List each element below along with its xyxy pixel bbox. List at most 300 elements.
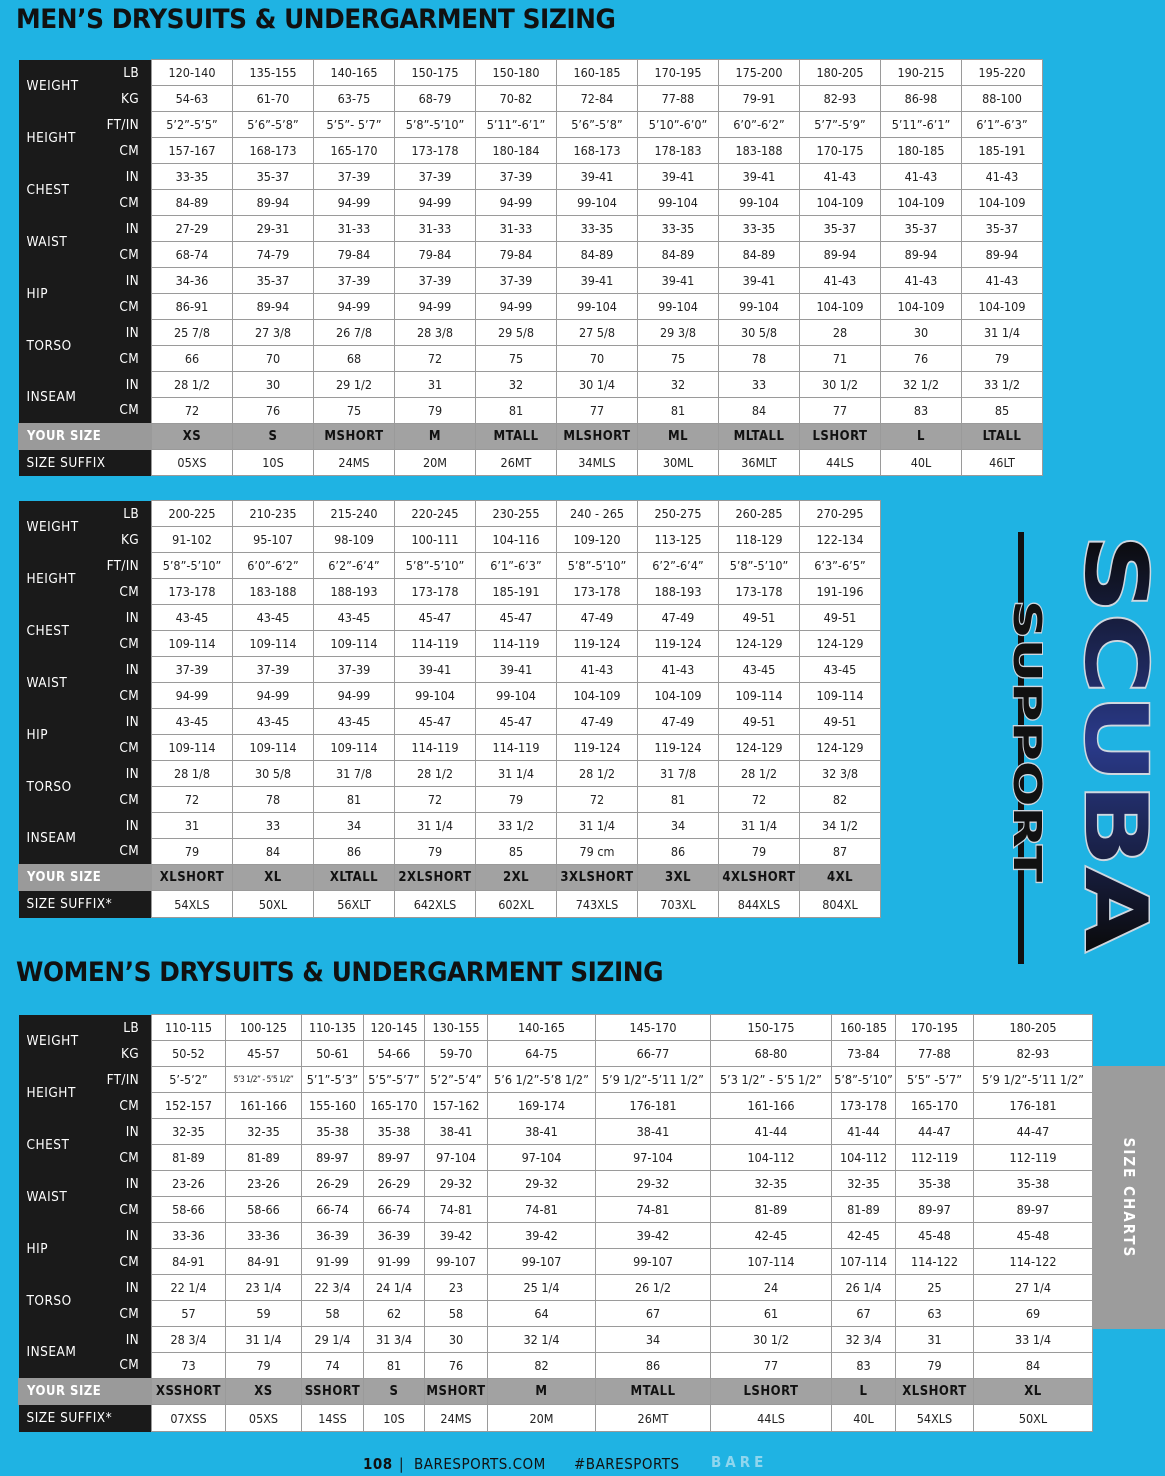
- table-cell: 41-43: [962, 268, 1043, 294]
- table-cell: 47-49: [557, 605, 638, 631]
- table-cell: 200-225: [152, 501, 233, 527]
- table-cell: 109-114: [800, 683, 881, 709]
- table-cell: 124-129: [800, 735, 881, 761]
- table-cell: 29-31: [233, 216, 314, 242]
- size-cell: LSHORT: [711, 1379, 832, 1405]
- table-cell: 39-41: [719, 268, 800, 294]
- size-cell: 2XLSHORT: [395, 865, 476, 891]
- unit-label: IN: [101, 372, 152, 398]
- table-cell: 26-29: [302, 1171, 364, 1197]
- logo-scuba-text: SCUBA: [1065, 534, 1165, 861]
- suffix-cell: 30ML: [638, 450, 719, 476]
- table-cell: 104-112: [711, 1145, 832, 1171]
- table-row: [19, 320, 1043, 346]
- size-cell: 4XLSHORT: [719, 865, 800, 891]
- table-cell: 68-74: [152, 242, 233, 268]
- table-cell: 42-45: [711, 1223, 832, 1249]
- table-cell: 95-107: [233, 527, 314, 553]
- footer-hashtag: #BARESPORTS: [574, 1455, 680, 1473]
- unit-label: IN: [101, 268, 152, 294]
- table-cell: 31 7/8: [314, 761, 395, 787]
- table-cell: 33-35: [557, 216, 638, 242]
- table-cell: 31 1/4: [557, 813, 638, 839]
- table-cell: 89-94: [881, 242, 962, 268]
- unit-label: CM: [101, 294, 152, 320]
- table-cell: 81: [314, 787, 395, 813]
- table-cell: 5’8”-5’10”: [152, 553, 233, 579]
- table-cell: 44-47: [896, 1119, 974, 1145]
- unit-label: IN: [101, 1171, 152, 1197]
- suffix-cell: 24MS: [425, 1405, 488, 1432]
- your-size-label: YOUR SIZE: [19, 424, 152, 450]
- table-cell: 23-26: [226, 1171, 302, 1197]
- table-cell: 61-70: [233, 86, 314, 112]
- table-cell: 39-42: [596, 1223, 711, 1249]
- table-cell: 28 1/8: [152, 761, 233, 787]
- table-row: [19, 735, 881, 761]
- table-cell: 58: [302, 1301, 364, 1327]
- table-cell: 33 1/2: [962, 372, 1043, 398]
- size-cell: 3XL: [638, 865, 719, 891]
- table-cell: 5’5” -5’7”: [896, 1067, 974, 1093]
- table-cell: 33 1/2: [476, 813, 557, 839]
- table-cell: 35-37: [881, 216, 962, 242]
- unit-label: IN: [101, 216, 152, 242]
- table-cell: 120-140: [152, 60, 233, 86]
- table-cell: 6’1”-6’3”: [476, 553, 557, 579]
- table-cell: 188-193: [638, 579, 719, 605]
- table-cell: 31 1/4: [962, 320, 1043, 346]
- table-cell: 79-84: [476, 242, 557, 268]
- table-cell: 5’-5’2”: [152, 1067, 226, 1093]
- size-suffix-label: SIZE SUFFIX: [19, 450, 152, 476]
- table-cell: 36-39: [302, 1223, 364, 1249]
- table-cell: 77: [557, 398, 638, 424]
- table-cell: 5’9 1/2”-5’11 1/2”: [974, 1067, 1093, 1093]
- table-cell: 104-109: [962, 294, 1043, 320]
- table-cell: 79: [896, 1353, 974, 1379]
- unit-label: CM: [101, 1093, 152, 1119]
- table-cell: 84: [974, 1353, 1093, 1379]
- table-cell: 77-88: [638, 86, 719, 112]
- table-cell: 75: [314, 398, 395, 424]
- table-cell: 168-173: [557, 138, 638, 164]
- table-cell: 45-48: [974, 1223, 1093, 1249]
- table-cell: 183-188: [719, 138, 800, 164]
- table-cell: 47-49: [638, 605, 719, 631]
- table-cell: 270-295: [800, 501, 881, 527]
- row-group-label: TORSO: [19, 320, 101, 372]
- unit-label: CM: [101, 787, 152, 813]
- table-cell: 86: [638, 839, 719, 865]
- table-cell: 185-191: [962, 138, 1043, 164]
- table-cell: 104-109: [881, 294, 962, 320]
- table-cell: 5’6 1/2”-5’8 1/2”: [488, 1067, 596, 1093]
- size-cell: MLTALL: [719, 424, 800, 450]
- table-cell: 34: [314, 813, 395, 839]
- table-cell: 32: [476, 372, 557, 398]
- your-size-label: YOUR SIZE: [19, 865, 152, 891]
- table-cell: 107-114: [832, 1249, 896, 1275]
- row-group-label: INSEAM: [19, 813, 101, 865]
- table-cell: 173-178: [152, 579, 233, 605]
- table-cell: 81-89: [832, 1197, 896, 1223]
- table-cell: 150-175: [711, 1015, 832, 1041]
- table-cell: 59: [226, 1301, 302, 1327]
- table-cell: 81-89: [152, 1145, 226, 1171]
- table-cell: 79: [719, 839, 800, 865]
- table-cell: 41-43: [638, 657, 719, 683]
- table-row: [19, 86, 1043, 112]
- table-cell: 30: [233, 372, 314, 398]
- table-cell: 89-97: [302, 1145, 364, 1171]
- logo-support-text: SUPPORT: [1005, 600, 1049, 800]
- table-cell: 31-33: [476, 216, 557, 242]
- table-cell: 32 3/8: [800, 761, 881, 787]
- table-cell: 81-89: [711, 1197, 832, 1223]
- table-cell: 113-125: [638, 527, 719, 553]
- table-cell: 28 1/2: [395, 761, 476, 787]
- table-cell: 74: [302, 1353, 364, 1379]
- table-row: [19, 346, 1043, 372]
- table-cell: 86: [314, 839, 395, 865]
- table-cell: 32 1/2: [881, 372, 962, 398]
- table-cell: 38-41: [488, 1119, 596, 1145]
- table-cell: 39-41: [638, 164, 719, 190]
- row-group-label: HIP: [19, 268, 101, 320]
- table-cell: 30 1/4: [557, 372, 638, 398]
- size-cell: L: [832, 1379, 896, 1405]
- footer-url[interactable]: BARESPORTS.COM: [414, 1455, 546, 1473]
- table-cell: 76: [425, 1353, 488, 1379]
- table-cell: 99-104: [476, 683, 557, 709]
- table-cell: 32 1/4: [488, 1327, 596, 1353]
- table-cell: 33-35: [719, 216, 800, 242]
- table-cell: 37-39: [395, 268, 476, 294]
- suffix-cell: 05XS: [152, 450, 233, 476]
- table-cell: 26 1/4: [832, 1275, 896, 1301]
- table-cell: 31 7/8: [638, 761, 719, 787]
- table-row: [19, 553, 881, 579]
- scuba-support-logo: [948, 528, 1165, 968]
- table-cell: 68-80: [711, 1041, 832, 1067]
- table-cell: 114-119: [476, 735, 557, 761]
- table-cell: 29-32: [488, 1171, 596, 1197]
- table-cell: 57: [152, 1301, 226, 1327]
- row-group-label: TORSO: [19, 1275, 101, 1327]
- table-cell: 173-178: [395, 138, 476, 164]
- table-row: [19, 579, 881, 605]
- table-cell: 74-81: [596, 1197, 711, 1223]
- table-cell: 24 1/4: [364, 1275, 425, 1301]
- table-cell: 89-97: [896, 1197, 974, 1223]
- size-cell: XSSHORT: [152, 1379, 226, 1405]
- suffix-cell: 36MLT: [719, 450, 800, 476]
- table-cell: 79: [476, 787, 557, 813]
- unit-label: IN: [101, 761, 152, 787]
- table-cell: 180-205: [800, 60, 881, 86]
- mens-size-table-1: [18, 59, 1043, 476]
- suffix-cell: 46LT: [962, 450, 1043, 476]
- size-suffix-row: [19, 1405, 1093, 1432]
- size-cell: XLSHORT: [152, 865, 233, 891]
- table-cell: 79 cm: [557, 839, 638, 865]
- table-cell: 35-38: [896, 1171, 974, 1197]
- table-cell: 66-74: [302, 1197, 364, 1223]
- table-cell: 6’1”-6’3”: [962, 112, 1043, 138]
- table-cell: 31: [152, 813, 233, 839]
- unit-label: CM: [101, 1353, 152, 1379]
- table-row: [19, 1197, 1093, 1223]
- table-cell: 27 3/8: [233, 320, 314, 346]
- table-cell: 43-45: [800, 657, 881, 683]
- row-group-label: CHEST: [19, 164, 101, 216]
- table-cell: 5’8”-5’10”: [832, 1067, 896, 1093]
- row-group-label: HEIGHT: [19, 553, 101, 605]
- row-group-label: WAIST: [19, 1171, 101, 1223]
- table-cell: 87: [800, 839, 881, 865]
- table-cell: 25 1/4: [488, 1275, 596, 1301]
- table-cell: 70: [557, 346, 638, 372]
- table-row: [19, 60, 1043, 86]
- table-cell: 260-285: [719, 501, 800, 527]
- table-cell: 79: [152, 839, 233, 865]
- table-cell: 183-188: [233, 579, 314, 605]
- table-cell: 114-119: [395, 631, 476, 657]
- table-cell: 84-89: [152, 190, 233, 216]
- table-cell: 31-33: [395, 216, 476, 242]
- table-cell: 35-38: [302, 1119, 364, 1145]
- suffix-cell: 602XL: [476, 891, 557, 918]
- table-cell: 165-170: [364, 1093, 425, 1119]
- table-cell: 122-134: [800, 527, 881, 553]
- table-cell: 31 3/4: [364, 1327, 425, 1353]
- table-cell: 161-166: [226, 1093, 302, 1119]
- table-cell: 112-119: [974, 1145, 1093, 1171]
- table-cell: 99-104: [395, 683, 476, 709]
- table-cell: 175-200: [719, 60, 800, 86]
- table-cell: 104-109: [800, 190, 881, 216]
- table-cell: 64-75: [488, 1041, 596, 1067]
- table-cell: 6’2”-6’4”: [638, 553, 719, 579]
- table-cell: 104-112: [832, 1145, 896, 1171]
- table-cell: 5’1”-5’3”: [302, 1067, 364, 1093]
- size-cell: 2XL: [476, 865, 557, 891]
- mens-title: MEN’S DRYSUITS & UNDERGARMENT SIZING: [16, 4, 616, 35]
- table-cell: 54-66: [364, 1041, 425, 1067]
- table-cell: 81-89: [226, 1145, 302, 1171]
- table-cell: 67: [832, 1301, 896, 1327]
- table-cell: 72: [395, 787, 476, 813]
- row-group-label: WEIGHT: [19, 1015, 101, 1067]
- unit-label: CM: [101, 839, 152, 865]
- table-cell: 61: [711, 1301, 832, 1327]
- table-cell: 39-41: [557, 164, 638, 190]
- table-row: [19, 631, 881, 657]
- table-cell: 81: [364, 1353, 425, 1379]
- table-cell: 81: [638, 787, 719, 813]
- table-cell: 30 5/8: [719, 320, 800, 346]
- size-cell: XLSHORT: [896, 1379, 974, 1405]
- table-cell: 72: [395, 346, 476, 372]
- suffix-cell: 40L: [832, 1405, 896, 1432]
- table-cell: 49-51: [800, 709, 881, 735]
- table-row: [19, 112, 1043, 138]
- table-row: [19, 1353, 1093, 1379]
- table-cell: 89-94: [800, 242, 881, 268]
- table-cell: 32-35: [226, 1119, 302, 1145]
- suffix-cell: 10S: [233, 450, 314, 476]
- table-cell: 30 1/2: [800, 372, 881, 398]
- table-cell: 58: [425, 1301, 488, 1327]
- table-cell: 28 3/8: [395, 320, 476, 346]
- table-cell: 35-38: [364, 1119, 425, 1145]
- table-cell: 5’11”-6’1”: [881, 112, 962, 138]
- table-cell: 109-114: [152, 631, 233, 657]
- table-cell: 210-235: [233, 501, 314, 527]
- table-cell: 114-119: [395, 735, 476, 761]
- table-row: [19, 683, 881, 709]
- table-cell: 79-91: [719, 86, 800, 112]
- table-cell: 110-115: [152, 1015, 226, 1041]
- table-cell: 23 1/4: [226, 1275, 302, 1301]
- table-row: [19, 761, 881, 787]
- table-cell: 155-160: [302, 1093, 364, 1119]
- table-cell: 99-104: [638, 294, 719, 320]
- table-cell: 152-157: [152, 1093, 226, 1119]
- table-cell: 79: [395, 839, 476, 865]
- table-cell: 100-111: [395, 527, 476, 553]
- table-cell: 38-41: [596, 1119, 711, 1145]
- table-cell: 39-42: [488, 1223, 596, 1249]
- table-cell: 6’0”-6’2”: [233, 553, 314, 579]
- table-cell: 89-94: [233, 190, 314, 216]
- table-cell: 84: [233, 839, 314, 865]
- size-cell: SSHORT: [302, 1379, 364, 1405]
- suffix-cell: 703XL: [638, 891, 719, 918]
- table-cell: 45-47: [476, 605, 557, 631]
- table-cell: 5’5”- 5’7”: [314, 112, 395, 138]
- table-cell: 86-91: [152, 294, 233, 320]
- table-cell: 84-89: [557, 242, 638, 268]
- table-cell: 41-44: [711, 1119, 832, 1145]
- size-cell: MSHORT: [314, 424, 395, 450]
- table-cell: 64: [488, 1301, 596, 1327]
- table-cell: 25 7/8: [152, 320, 233, 346]
- table-cell: 5’11”-6’1”: [476, 112, 557, 138]
- table-cell: 5’8”-5’10”: [719, 553, 800, 579]
- table-cell: 29 3/8: [638, 320, 719, 346]
- table-cell: 185-191: [476, 579, 557, 605]
- row-group-label: CHEST: [19, 1119, 101, 1171]
- table-cell: 25: [896, 1275, 974, 1301]
- table-cell: 5’6”-5’8”: [557, 112, 638, 138]
- table-cell: 169-174: [488, 1093, 596, 1119]
- bare-logo: BARE: [711, 1453, 768, 1471]
- row-group-label: INSEAM: [19, 372, 101, 424]
- table-row: [19, 1171, 1093, 1197]
- table-cell: 124-129: [719, 631, 800, 657]
- table-cell: 30: [425, 1327, 488, 1353]
- row-group-label: HIP: [19, 709, 101, 761]
- row-group-label: HEIGHT: [19, 112, 101, 164]
- table-cell: 23-26: [152, 1171, 226, 1197]
- unit-label: CM: [101, 1145, 152, 1171]
- table-cell: 26-29: [364, 1171, 425, 1197]
- size-charts-tab[interactable]: [1092, 1066, 1165, 1329]
- unit-label: IN: [101, 1327, 152, 1353]
- size-suffix-label: SIZE SUFFIX*: [19, 891, 152, 918]
- unit-label: FT/IN: [101, 1067, 152, 1093]
- table-row: [19, 501, 881, 527]
- table-cell: 72-84: [557, 86, 638, 112]
- table-cell: 28 1/2: [557, 761, 638, 787]
- table-cell: 94-99: [476, 190, 557, 216]
- table-cell: 24: [711, 1275, 832, 1301]
- table-cell: 84-91: [152, 1249, 226, 1275]
- table-cell: 99-107: [596, 1249, 711, 1275]
- table-cell: 72: [152, 787, 233, 813]
- table-cell: 94-99: [152, 683, 233, 709]
- table-cell: 81: [476, 398, 557, 424]
- womens-title: WOMEN’S DRYSUITS & UNDERGARMENT SIZING: [16, 957, 664, 988]
- table-cell: 35-37: [233, 268, 314, 294]
- table-row: [19, 1067, 1093, 1093]
- table-cell: 71: [800, 346, 881, 372]
- table-cell: 86-98: [881, 86, 962, 112]
- table-cell: 230-255: [476, 501, 557, 527]
- suffix-cell: 14SS: [302, 1405, 364, 1432]
- table-cell: 41-44: [832, 1119, 896, 1145]
- unit-label: CM: [101, 579, 152, 605]
- size-suffix-label: SIZE SUFFIX*: [19, 1405, 152, 1432]
- table-cell: 78: [233, 787, 314, 813]
- table-cell: 161-166: [711, 1093, 832, 1119]
- table-cell: 180-205: [974, 1015, 1093, 1041]
- table-cell: 135-155: [233, 60, 314, 86]
- table-cell: 43-45: [233, 709, 314, 735]
- table-cell: 41-43: [800, 268, 881, 294]
- table-cell: 165-170: [314, 138, 395, 164]
- row-group-label: WAIST: [19, 657, 101, 709]
- table-cell: 34 1/2: [800, 813, 881, 839]
- size-cell: 4XL: [800, 865, 881, 891]
- table-cell: 5’3 1/2” - 5’5 1/2”: [711, 1067, 832, 1093]
- table-cell: 110-135: [302, 1015, 364, 1041]
- row-group-label: INSEAM: [19, 1327, 101, 1379]
- table-cell: 32-35: [152, 1119, 226, 1145]
- table-cell: 43-45: [233, 605, 314, 631]
- table-row: [19, 657, 881, 683]
- table-cell: 68-79: [395, 86, 476, 112]
- table-cell: 109-114: [152, 735, 233, 761]
- row-group-label: CHEST: [19, 605, 101, 657]
- table-cell: 76: [881, 346, 962, 372]
- table-cell: 22 3/4: [302, 1275, 364, 1301]
- table-cell: 44-47: [974, 1119, 1093, 1145]
- table-cell: 99-104: [638, 190, 719, 216]
- suffix-cell: 20M: [395, 450, 476, 476]
- table-cell: 5’9 1/2”-5’11 1/2”: [596, 1067, 711, 1093]
- table-cell: 32: [638, 372, 719, 398]
- table-cell: 74-81: [488, 1197, 596, 1223]
- table-cell: 5’10”-6’0”: [638, 112, 719, 138]
- table-cell: 99-104: [719, 190, 800, 216]
- table-cell: 124-129: [800, 631, 881, 657]
- table-cell: 84: [719, 398, 800, 424]
- table-cell: 89-97: [364, 1145, 425, 1171]
- size-cell: MTALL: [476, 424, 557, 450]
